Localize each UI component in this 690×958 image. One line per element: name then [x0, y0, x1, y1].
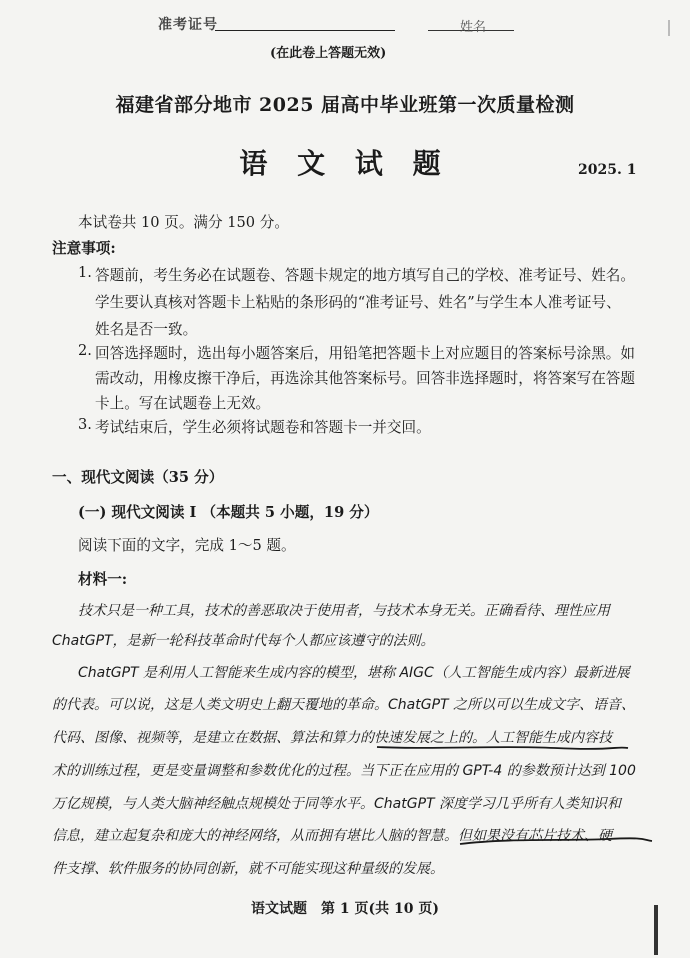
sub-section-heading: (一) 现代文阅读 Ⅰ （本题共 5 小题，19 分）: [78, 504, 379, 521]
notice-number: 3.: [78, 416, 92, 433]
subject-title: 语 文 试 题: [239, 147, 451, 180]
paragraph-line: 信息，建立起复杂和庞大的神经网络，从而拥有堪比人脑的智慧。但如果没有芯片技术、硬: [52, 828, 612, 844]
notice-line: 姓名是否一致。: [95, 321, 198, 338]
exam-date: 2025. 1: [578, 162, 637, 178]
paragraph-line: ChatGPT 是利用人工智能来生成内容的模型，堪称 AIGC（人工智能生成内容）最新进展: [78, 665, 630, 681]
notice-number: 1.: [78, 264, 92, 281]
section-heading: 一、现代文阅读（35 分）: [52, 469, 224, 486]
notice-line: 回答选择题时，选出每小题答案后，用铅笔把答题卡上对应题目的答案标号涂黑。如: [95, 345, 635, 362]
notice-line: 学生要认真核对答题卡上粘贴的条形码的“准考证号、姓名”与学生本人准考证号、: [95, 294, 621, 311]
paragraph-line: 件支撑、软件服务的协同创新，就不可能实现这种量级的发展。: [52, 861, 444, 877]
id-field-label: 准考证号: [158, 17, 218, 33]
notices-heading: 注意事项:: [52, 240, 116, 257]
exam-title: 福建省部分地市 2025 届高中毕业班第一次质量检测: [115, 94, 575, 116]
paragraph-line: 术的训练过程，更是变量调整和参数优化的过程。当下正在应用的 GPT-4 的参数预计达到 100: [52, 763, 636, 779]
paragraph-line: ChatGPT，是新一轮科技革命时代每个人都应该遵守的法则。: [52, 633, 435, 649]
invalid-note: (在此卷上答题无效): [270, 46, 387, 61]
scan-edge-mark: [654, 905, 658, 955]
notice-line: 考试结束后，学生必须将试题卷和答题卡一并交回。: [95, 419, 431, 436]
paragraph-line: 代码、图像、视频等，是建立在数据、算法和算力的快速发展之上的。人工智能生成内容技: [52, 730, 612, 746]
notice-number: 2.: [78, 342, 92, 359]
reading-instruction: 阅读下面的文字，完成 1～5 题。: [78, 537, 296, 554]
handwritten-underline: [375, 739, 630, 753]
page-footer: 语文试题 第 1 页(共 10 页): [251, 901, 439, 917]
material-label: 材料一:: [78, 571, 128, 588]
notice-line: 需改动，用橡皮擦干净后，再选涂其他答案标号。回答非选择题时，将答案写在答题: [95, 370, 635, 387]
notice-line: 卡上。写在试题卷上无效。: [95, 395, 271, 412]
paragraph-line: 技术只是一种工具，技术的善恶取决于使用者，与技术本身无关。正确看待、理性应用: [78, 603, 610, 619]
notice-line: 答题前，考生务必在试题卷、答题卡规定的地方填写自己的学校、准考证号、姓名。: [95, 267, 635, 284]
paragraph-line: 的代表。可以说，这是人类文明史上翻天覆地的革命。ChatGPT 之所以可以生成文字、语音、: [52, 697, 636, 713]
paragraph-line: 万亿规模，与人类大脑神经触点规模处于同等水平。ChatGPT 深度学习几乎所有人类知识和: [52, 796, 622, 812]
id-field-line: [215, 30, 395, 31]
name-field-label: 姓名: [460, 20, 487, 35]
scan-edge-mark: [668, 20, 670, 36]
handwritten-underline: [458, 834, 654, 848]
intro-line: 本试卷共 10 页。满分 150 分。: [78, 214, 289, 231]
